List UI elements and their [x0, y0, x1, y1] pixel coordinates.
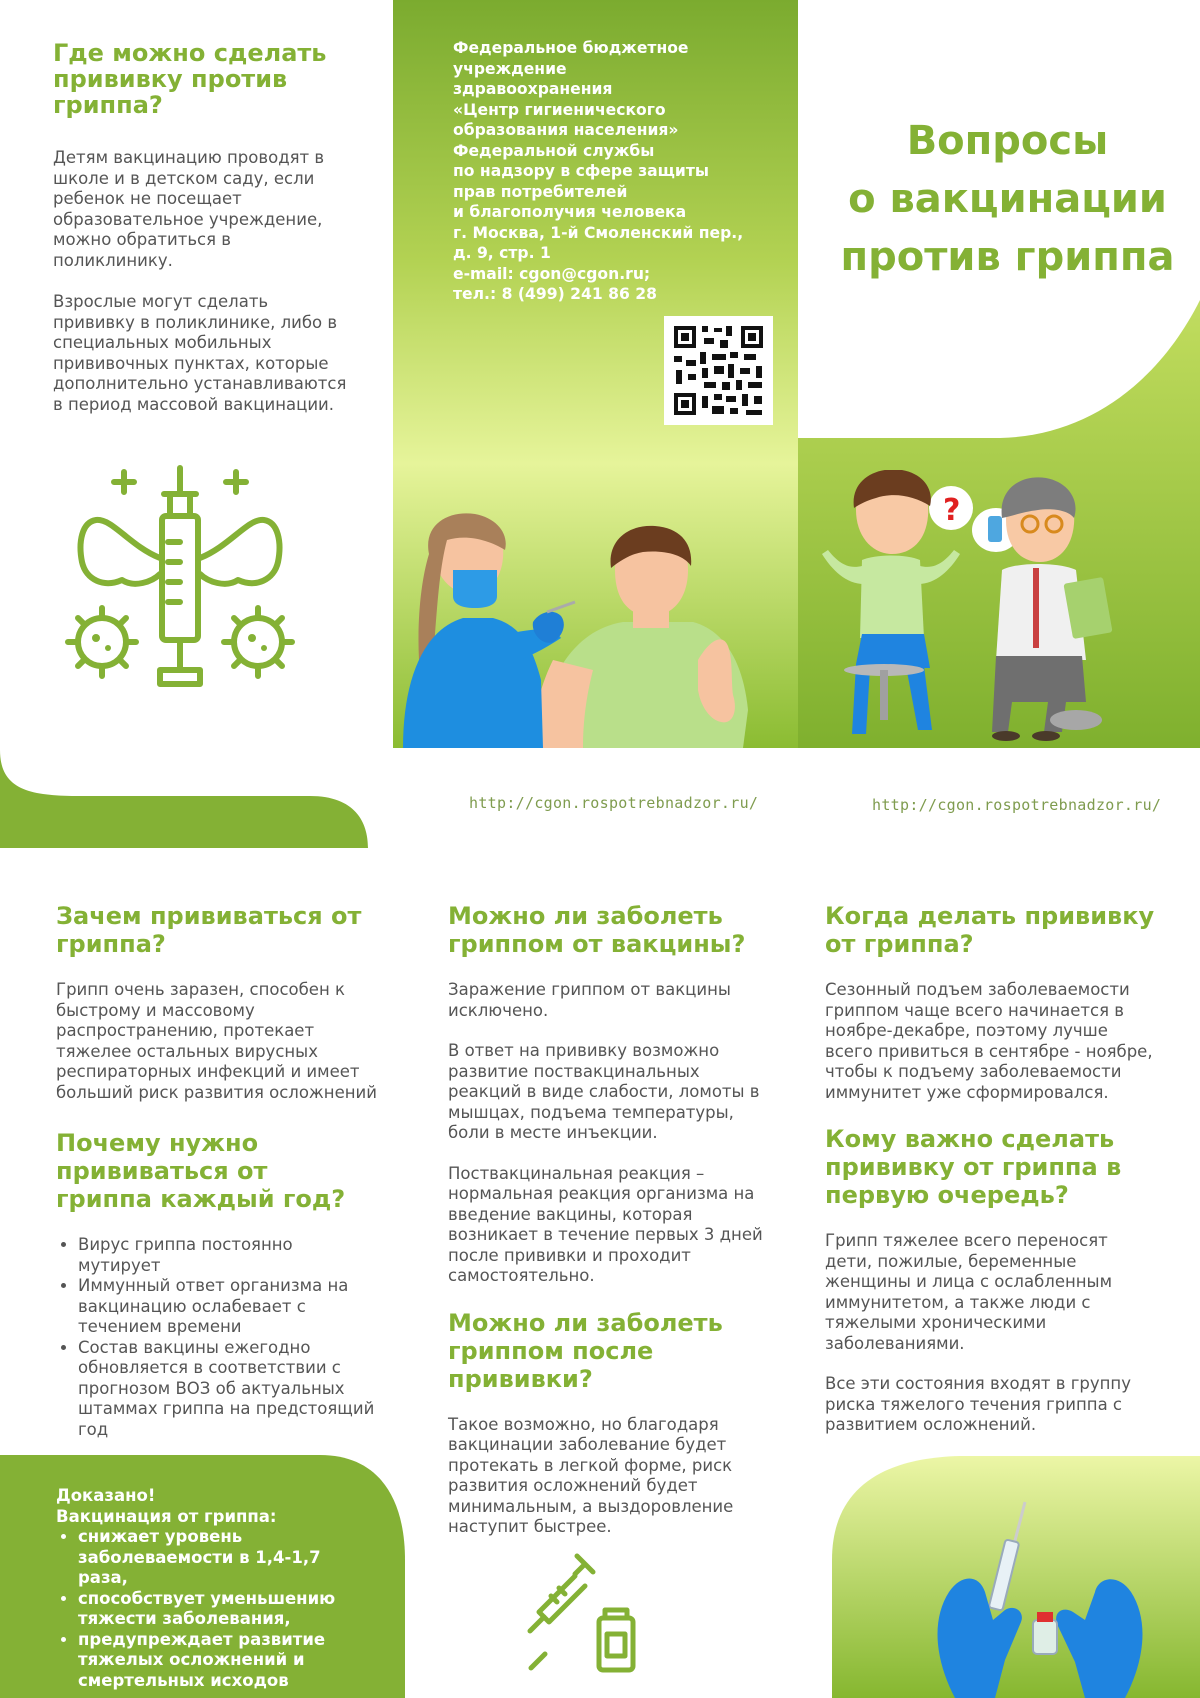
syringe-vial-icon	[525, 1548, 645, 1678]
where-paragraph-2: Взрослые могут сделать прививку в поликлинике, либо в специальных мобильных прививочных пунктах, которые дополнительно устанавливаются в период массовой вакцинации.	[53, 292, 347, 414]
where-title: Где можно сделать прививку против гриппа?	[53, 39, 327, 119]
org-line: тел.: 8 (499) 241 86 28	[453, 285, 657, 303]
proven-heading: Доказано!	[56, 1486, 156, 1505]
org-line: д. 9, стр. 1	[453, 244, 551, 262]
org-line: Федеральной службы	[453, 141, 655, 160]
column-3	[825, 902, 1155, 1436]
when-text: Сезонный подъем заболеваемости гриппом чаще всего начинается в ноябре-декабре, поэтому лучше всего привиться в сентябре - ноябре, чтобы к подъему заболеваемости иммунитет уже сформировался.	[825, 980, 1153, 1102]
website-link-middle[interactable]: http://cgon.rospotrebnadzor.ru/	[469, 794, 759, 812]
yearly-title: Почему нужно прививаться от гриппа каждый год?	[56, 1129, 346, 1213]
proven-bullets	[56, 1527, 366, 1691]
yearly-bullets	[56, 1235, 378, 1440]
title-line: о вакцинации	[848, 176, 1167, 222]
list-item: • предупреждает развитие тяжелых осложнений и смертельных исходов	[78, 1630, 366, 1692]
org-line: здравоохранения	[453, 80, 613, 98]
title-line: Вопросы	[906, 118, 1109, 164]
list-item: • способствует уменьшению тяжести заболевания,	[78, 1589, 366, 1630]
org-line: e-mail: cgon@cgon.ru;	[453, 264, 651, 283]
sick-vaccine-paragraph-1: Заражение гриппом от вакцины исключено.	[448, 980, 731, 1020]
list-item: • снижает уровень заболеваемости в 1,4-1,7 раза,	[78, 1527, 366, 1589]
sick-vaccine-paragraph-3: Поствакцинальная реакция – нормальная реакция организма на введение вакцины, которая возникает в течение первых 3 дней после прививки и проходит самостоятельно.	[448, 1163, 763, 1285]
where-section	[53, 40, 353, 415]
priority-paragraph-2: Все эти состояния входят в группу риска тяжелого течения гриппа с развитием осложнений.	[825, 1374, 1131, 1434]
org-line: учреждение	[453, 59, 567, 78]
brochure-title	[820, 112, 1195, 286]
nurse-vaccination-illustration	[393, 510, 798, 748]
svg-text:?: ?	[943, 493, 961, 528]
sick-vaccine-paragraph-2: В ответ на прививку возможно развитие поствакцинальных реакций в виде слабости, ломоты в мышцах, подъема температуры, боли в месте инъекции.	[448, 1041, 760, 1142]
proven-box	[56, 1486, 366, 1691]
why-text: Грипп очень заразен, способен к быстрому и массовому распространению, протекает тяжелее остальных вирусных респираторных инфекций и имеет больший риск развития осложнений	[56, 980, 377, 1102]
org-line: Федеральное бюджетное	[453, 39, 689, 57]
org-line: г. Москва, 1-й Смоленский пер.,	[453, 223, 744, 242]
sick-vaccine-title: Можно ли заболеть гриппом от вакцины?	[448, 902, 746, 958]
priority-paragraph-1: Грипп тяжелее всего переносят дети, пожилые, беременные женщины и лица с ослабленным иммунитетом, а также люди с тяжелыми хроническими заболеваниями.	[825, 1231, 1113, 1353]
when-title: Когда делать прививку от гриппа?	[825, 902, 1155, 958]
gloved-hands-vaccine-illustration	[935, 1500, 1145, 1698]
list-item: • Вирус гриппа постоянно мутирует	[78, 1235, 378, 1276]
qr-code-icon[interactable]	[664, 316, 773, 425]
org-line: прав потребителей	[453, 182, 628, 201]
org-line: образования населения»	[453, 121, 679, 139]
proven-subheading: Вакцинация от гриппа:	[56, 1506, 277, 1526]
column-2	[448, 902, 778, 1538]
doctor-consultation-illustration	[806, 470, 1126, 748]
org-line: по надзору в сфере защиты	[453, 162, 709, 180]
list-item: • Состав вакцины ежегодно обновляется в соответствии с прогнозом ВОЗ об актуальных штаммах гриппа на предстоящий год	[78, 1338, 378, 1441]
title-line: против гриппа	[840, 234, 1175, 280]
org-line: и благополучия человека	[453, 203, 687, 221]
column-1	[56, 902, 391, 1440]
website-link-right[interactable]: http://cgon.rospotrebnadzor.ru/	[872, 796, 1162, 814]
why-title: Зачем прививаться от гриппа?	[56, 902, 362, 958]
sick-after-text: Такое возможно, но благодаря вакцинации заболевание будет протекать в легкой форме, риск развития осложнений будет минимальным, а выздоровление наступит быстрее.	[448, 1414, 734, 1536]
where-paragraph-1: Детям вакцинацию проводят в школе и в детском саду, если ребенок не посещает образовательное учреждение, можно обратиться в поликлинику.	[53, 148, 325, 270]
org-address-block	[453, 38, 773, 305]
left-swoosh	[0, 750, 368, 848]
priority-title: Кому важно сделать прививку от гриппа в первую очередь?	[825, 1125, 1122, 1209]
sick-after-title: Можно ли заболеть гриппом после прививки?	[448, 1308, 723, 1393]
syringe-muscle-virus-icon	[60, 462, 300, 694]
org-line: «Центр гигиенического	[453, 100, 666, 119]
list-item: • Иммунный ответ организма на вакцинацию ослабевает с течением времени	[78, 1276, 378, 1338]
